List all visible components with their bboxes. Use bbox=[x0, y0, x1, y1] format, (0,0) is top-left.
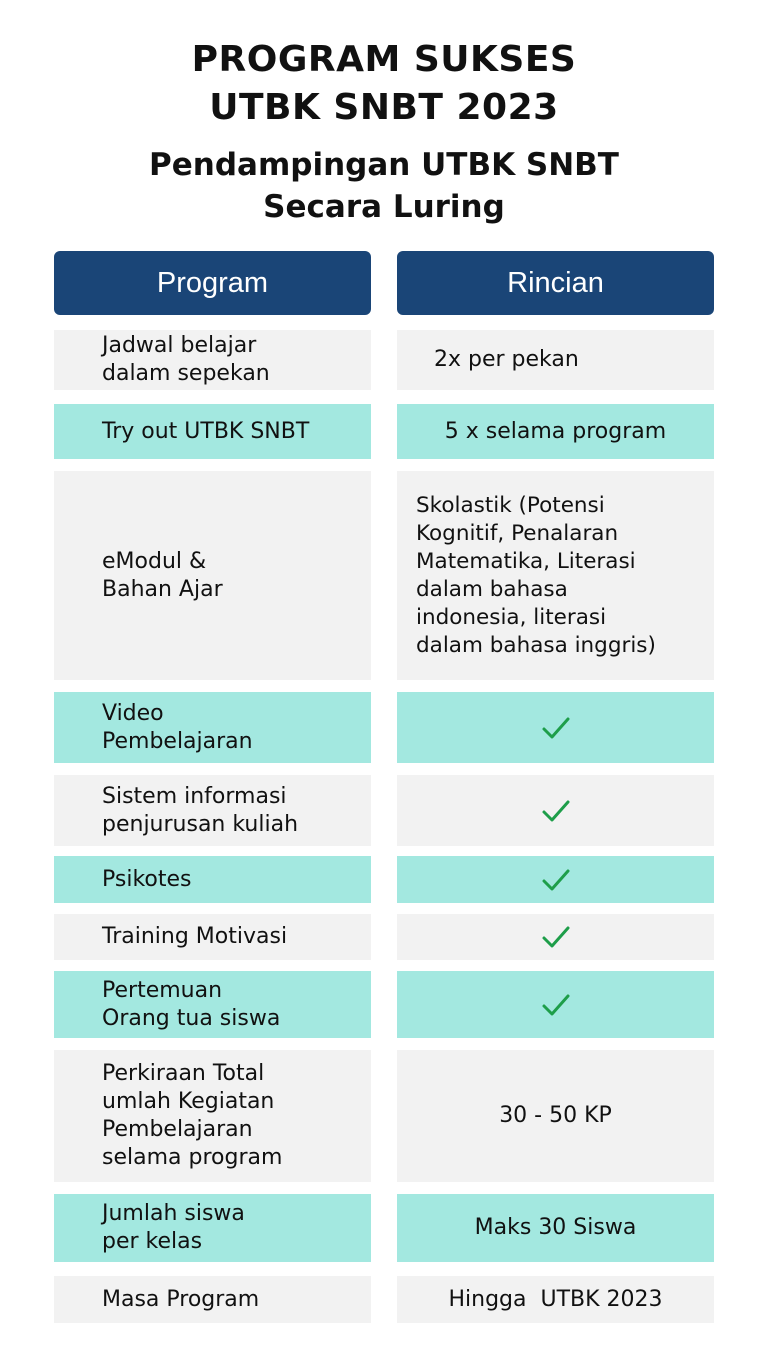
column-header-program: Program bbox=[54, 251, 371, 315]
program-label: Try out UTBK SNBT bbox=[102, 418, 310, 444]
table-row-program bbox=[54, 330, 371, 390]
program-label: Training Motivasi bbox=[102, 924, 288, 949]
table-row-rincian bbox=[397, 1276, 714, 1323]
table-row-rincian bbox=[397, 692, 714, 763]
check-icon bbox=[541, 798, 571, 824]
program-label: Video Pembelajaran bbox=[102, 700, 253, 754]
table-row-rincian bbox=[397, 471, 714, 680]
table-row-program bbox=[54, 856, 371, 903]
main-title-line-2: UTBK SNBT 2023 bbox=[209, 87, 559, 128]
table-row-program bbox=[54, 1194, 371, 1262]
check-icon bbox=[541, 867, 571, 893]
main-title bbox=[0, 36, 768, 132]
rincian-value: 2x per pekan bbox=[434, 347, 579, 372]
main-title-line-1: PROGRAM SUKSES bbox=[191, 39, 577, 80]
table-row-rincian bbox=[397, 971, 714, 1038]
table-row-rincian bbox=[397, 1050, 714, 1182]
rincian-value: Skolastik (Potensi Kognitif, Penalaran Matematika, Literasi dalam bahasa indonesia, literasi dalam bahasa inggris) bbox=[416, 492, 656, 658]
program-label: Sistem informasi penjurusan kuliah bbox=[102, 783, 299, 837]
check-icon bbox=[541, 992, 571, 1018]
check-icon bbox=[541, 924, 571, 950]
table-row-rincian bbox=[397, 330, 714, 390]
check-icon bbox=[541, 715, 571, 741]
rincian-value: Hingga UTBK 2023 bbox=[448, 1286, 663, 1312]
table-row-program bbox=[54, 471, 371, 680]
table-row-program bbox=[54, 692, 371, 763]
subtitle bbox=[0, 144, 768, 228]
program-label: Jadwal belajar dalam sepekan bbox=[102, 333, 270, 386]
column-header-rincian: Rincian bbox=[397, 251, 714, 315]
table-row-program bbox=[54, 404, 371, 459]
table-row-rincian bbox=[397, 856, 714, 903]
table-row-rincian bbox=[397, 404, 714, 459]
table-row-program bbox=[54, 1050, 371, 1182]
program-label: Jumlah siswa per kelas bbox=[102, 1201, 245, 1254]
subtitle-line-1: Pendampingan UTBK SNBT bbox=[149, 147, 619, 183]
program-label: Pertemuan Orang tua siswa bbox=[102, 977, 281, 1031]
program-label: eModul & Bahan Ajar bbox=[102, 548, 223, 602]
rincian-value: 5 x selama program bbox=[444, 418, 667, 444]
program-label: Perkiraan Total umlah Kegiatan Pembelajaran selama program bbox=[102, 1061, 283, 1170]
rincian-value: Maks 30 Siswa bbox=[474, 1215, 637, 1240]
program-label: Masa Program bbox=[102, 1286, 260, 1312]
table-row-rincian bbox=[397, 1194, 714, 1262]
table-row-program bbox=[54, 971, 371, 1038]
table-row-program bbox=[54, 914, 371, 960]
table-row-program bbox=[54, 1276, 371, 1323]
table-row-rincian bbox=[397, 775, 714, 846]
program-label: Psikotes bbox=[102, 866, 192, 892]
table-row-rincian bbox=[397, 914, 714, 960]
rincian-value: 30 - 50 KP bbox=[499, 1103, 612, 1128]
subtitle-line-2: Secara Luring bbox=[263, 189, 505, 225]
table-row-program bbox=[54, 775, 371, 846]
